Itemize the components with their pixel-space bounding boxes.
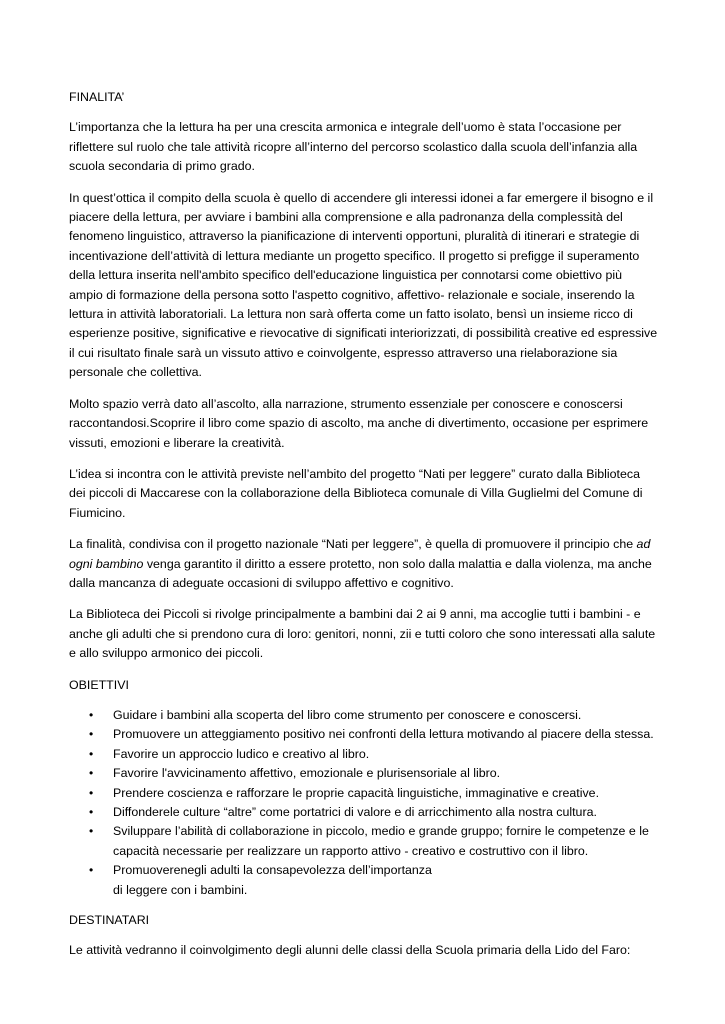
- paragraph-destinatari: Le attività vedranno il coinvolgimento degli alunni delle classi della Scuola primaria della Lido del Faro:: [69, 943, 631, 958]
- obiettivi-list: [69, 706, 659, 900]
- list-item-text: Guidare i bambini alla scoperta del libro come strumento per conoscere e conoscersi.: [113, 707, 582, 722]
- list-item-text: Favorire un approccio ludico e creativo al libro.: [113, 746, 370, 761]
- list-item-text: Promuovere un atteggiamento positivo nei confronti della lettura motivando al piacere della stessa.: [113, 727, 654, 742]
- list-item: [69, 822, 659, 861]
- list-item: [69, 706, 659, 725]
- list-item-text: di leggere con i bambini.: [113, 882, 248, 897]
- paragraph-finalita-condivisa: [69, 535, 659, 593]
- bullet-icon: •: [89, 727, 94, 742]
- paragraph-biblioteca: La Biblioteca dei Piccoli si rivolge principalmente a bambini dai 2 ai 9 anni, ma accoglie tutti i bambini - e anche gli adulti che si prendono cura di loro: genitori, nonni, zii e tutti coloro che sono interessati alla salute e allo sviluppo armonico dei piccoli.: [69, 607, 656, 661]
- finalita-text-end: venga garantito il diritto a essere protetto, non solo dalla malattia e dalla violenza, ma anche dalla mancanza di adeguate occasioni di sviluppo affettivo e cognitivo.: [69, 556, 652, 590]
- bullet-icon: •: [89, 707, 94, 722]
- paragraph-ascolto: Molto spazio verrà dato all’ascolto, alla narrazione, strumento essenziale per conoscere e conoscersi raccontandosi.Scoprire il libro come spazio di ascolto, ma anche di divertimento, occasione per esprimere vissuti, emozioni e liberare la creatività.: [69, 396, 649, 450]
- heading-destinatari: DESTINATARI: [69, 913, 150, 928]
- list-item: [69, 861, 659, 880]
- paragraph-nati-per-leggere: L’idea si incontra con le attività previste nell’ambito del progetto “Nati per leggere” curato dalla Biblioteca dei piccoli di Maccarese con la collaborazione della Biblioteca comunale di Villa Guglielmi del Comune di Fiumicino.: [69, 466, 643, 520]
- bullet-icon: •: [89, 785, 94, 800]
- bullet-icon: •: [89, 766, 94, 781]
- bullet-icon: •: [89, 805, 94, 819]
- bullet-icon: •: [89, 824, 94, 839]
- list-item-text: Sviluppare l’abilità di collaborazione in piccolo, medio e grande gruppo; fornire le competenze e le capacità necessarie per realizzare un rapporto attivo - creativo e costruttivo con il libro.: [113, 824, 649, 858]
- list-item: [69, 745, 659, 764]
- heading-finalita: FINALITA’: [69, 90, 125, 104]
- list-item-text: Promuoverenegli adulti la consapevolezza dell’importanza: [113, 863, 432, 878]
- list-item: [69, 725, 659, 744]
- bullet-icon: •: [89, 746, 94, 761]
- list-item: [69, 803, 659, 822]
- list-item: [69, 764, 659, 783]
- document-page: [69, 88, 659, 973]
- finalita-text-start: La finalità, condivisa con il progetto nazionale “Nati per leggere”, è quella di promuovere il principio che: [69, 537, 637, 552]
- finalita-text-italic: ad ogni bambino: [69, 537, 651, 571]
- list-item-continuation: [69, 881, 659, 900]
- heading-obiettivi: OBIETTIVI: [69, 677, 129, 692]
- list-item: [69, 784, 659, 803]
- bullet-icon: •: [89, 863, 94, 878]
- list-item-text: Favorire l'avvicinamento affettivo, emozionale e plurisensoriale al libro.: [113, 766, 501, 781]
- paragraph-compito-scuola: In quest’ottica il compito della scuola è quello di accendere gli interessi idonei a far emergere il bisogno e il piacere della lettura, per avviare i bambini alla comprensione e alla padronanza della complessità del fenomeno linguistico, attraverso la pianificazione di interventi opportuni, pluralità di itinerari e strategie di incentivazione dell’attività di lettura mediante un progetto specifico. Il progetto si prefigge il superamento della lettura inserita nell'ambito specifico dell'educazione linguistica per connotarsi come obiettivo più ampio di formazione della persona sotto l'aspetto cognitivo, affettivo- relazionale e sociale, inserendo la lettura in attività laboratoriali. La lettura non sarà offerta come un fatto isolato, bensì un insieme ricco di esperienze positive, significative e rievocative di significati interiorizzati, di possibilità creative ed espressive il cui risultato finale sarà un vissuto attivo e coinvolgente, espresso attraverso una rielaborazione sia personale che collettiva.: [69, 190, 658, 380]
- paragraph-importanza: L’importanza che la lettura ha per una crescita armonica e integrale dell’uomo è stata l’occasione per riflettere sul ruolo che tale attività ricopre all’interno del percorso scolastico dalla scuola dell’infanzia alla scuola secondaria di primo grado.: [69, 120, 638, 174]
- list-item-text: Prendere coscienza e rafforzare le proprie capacità linguistiche, immaginative e creative.: [113, 785, 600, 800]
- list-item-text: Diffonderele culture “altre” come portatrici di valore e di arricchimento alla nostra cultura.: [113, 805, 597, 819]
